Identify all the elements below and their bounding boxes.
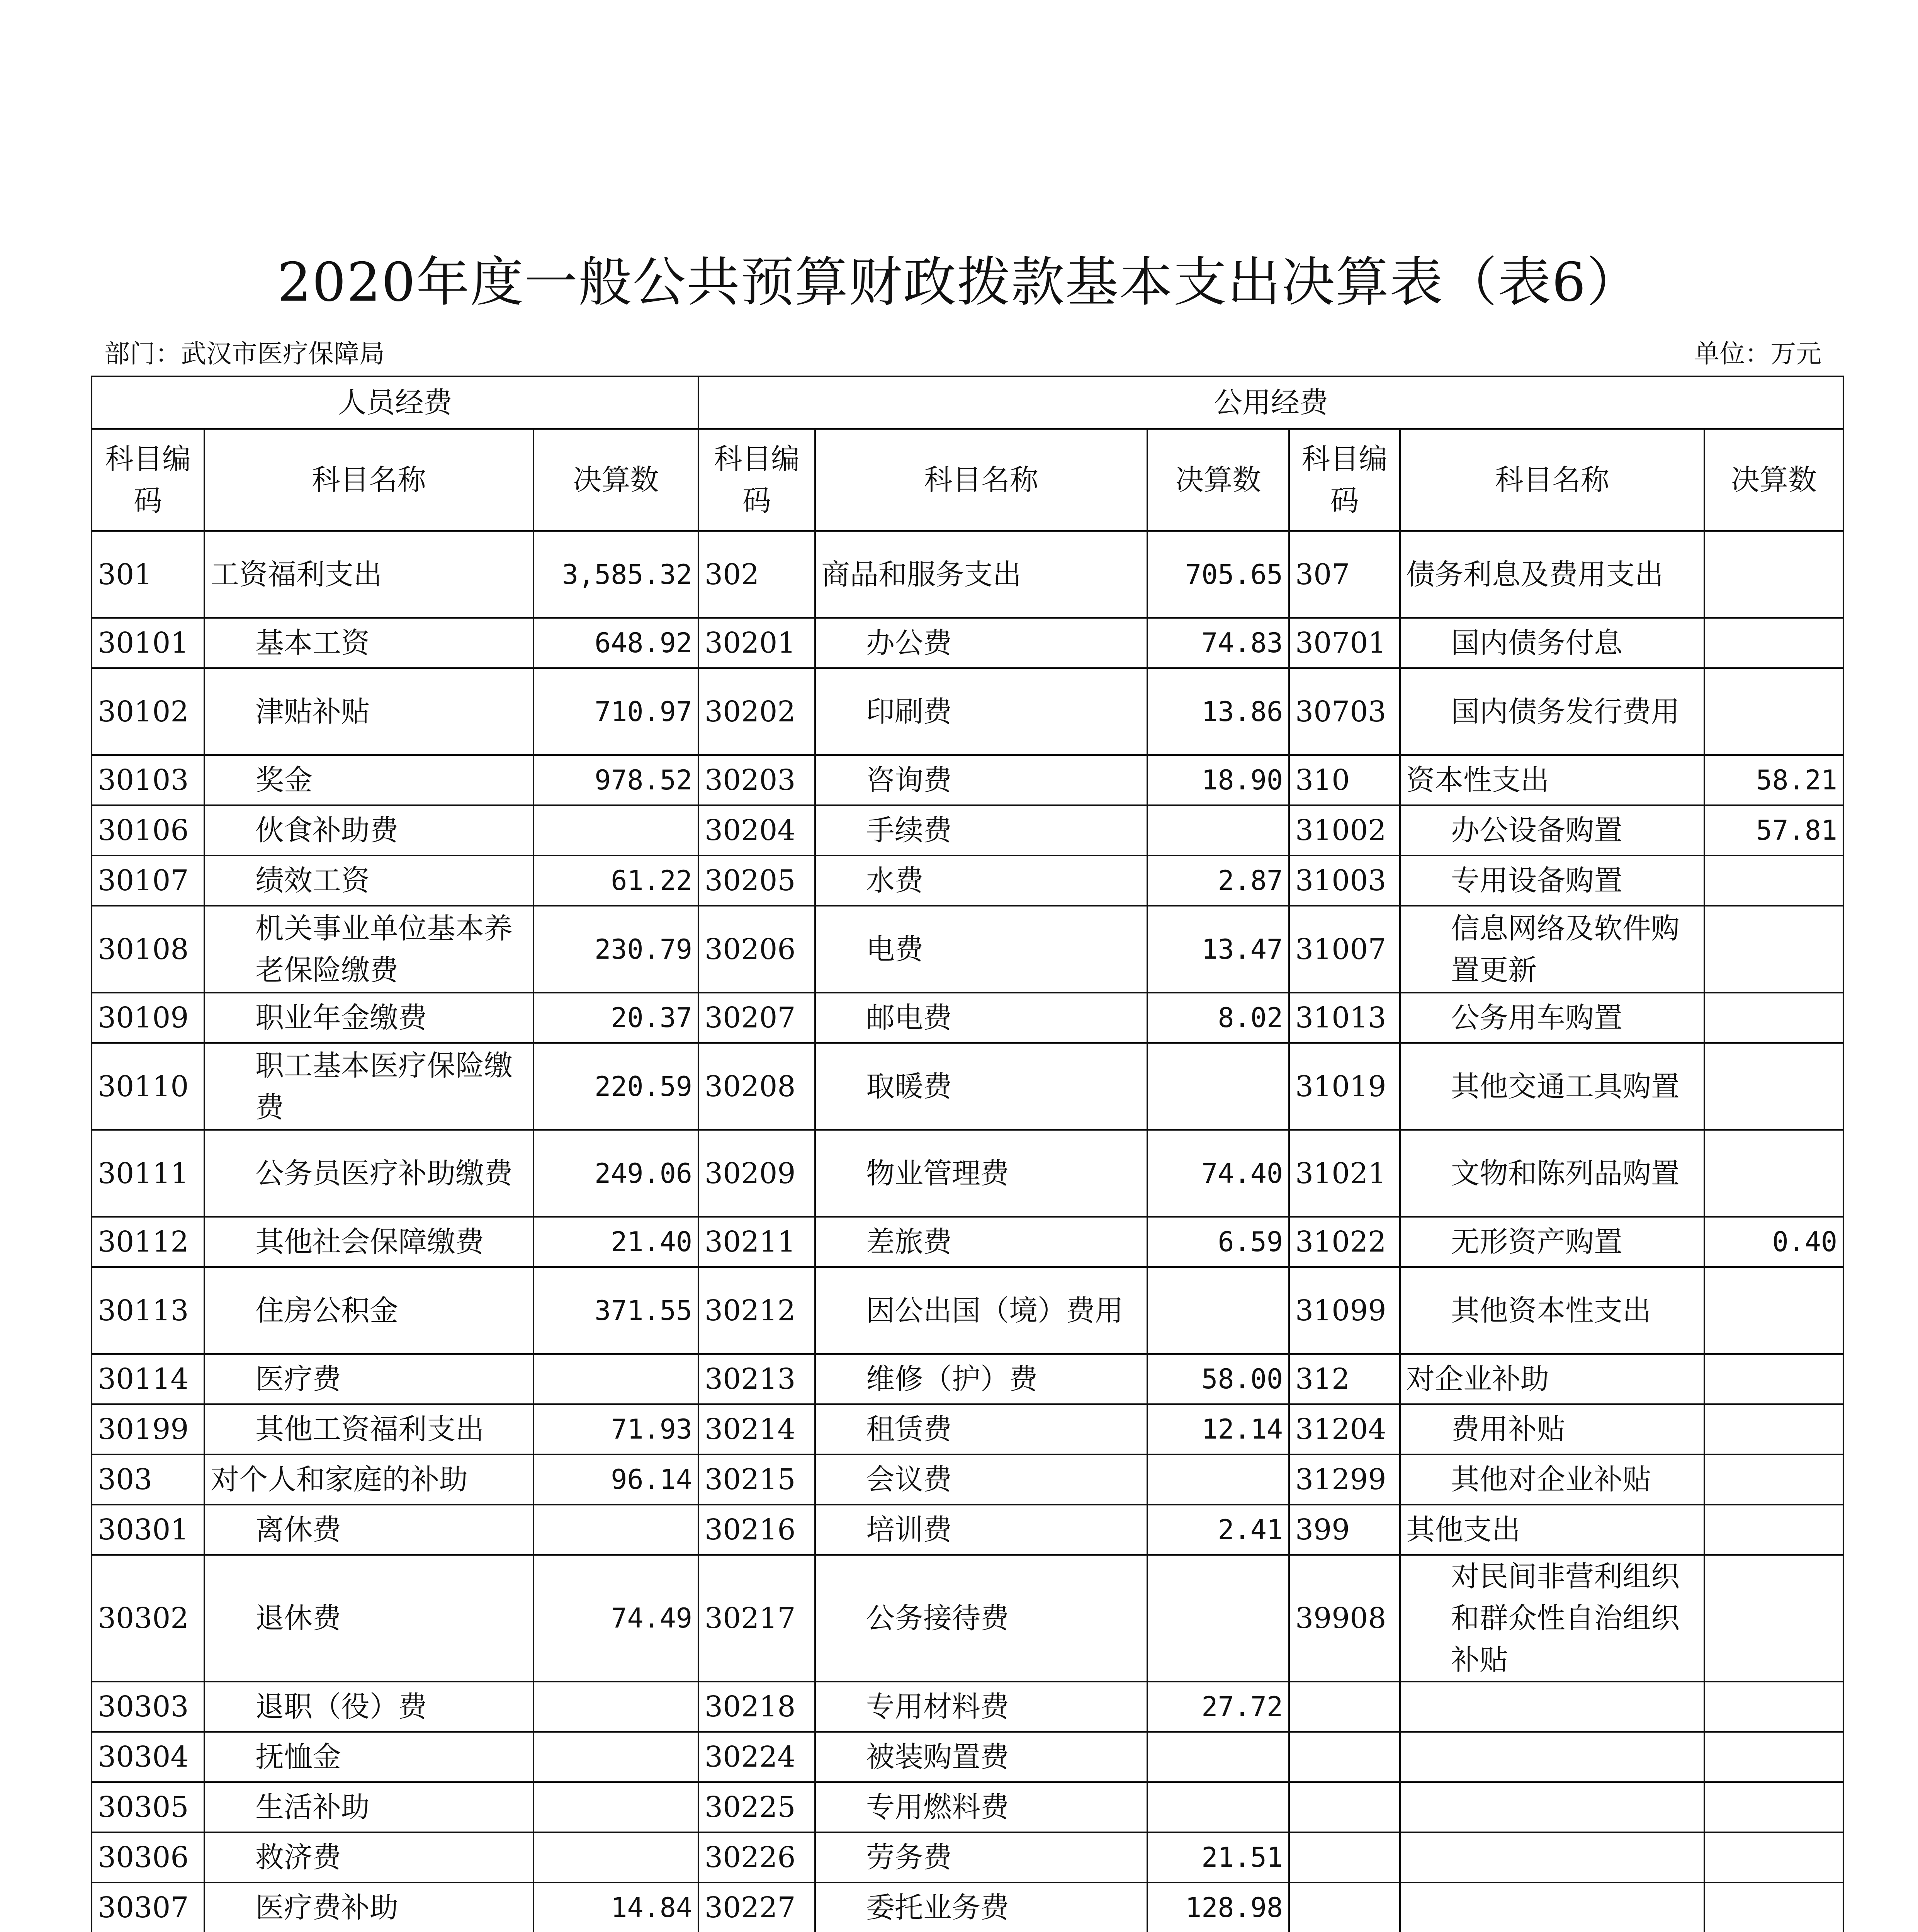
subject-name-cell: 其他资本性支出 — [1400, 1267, 1704, 1354]
subject-name-cell: 工资福利支出 — [204, 531, 533, 618]
code-header: 科目编码 — [1289, 429, 1400, 531]
subject-name-cell: 国内债务发行费用 — [1400, 668, 1704, 755]
subject-name-cell: 物业管理费 — [815, 1130, 1147, 1217]
subject-code-cell: 30212 — [698, 1267, 815, 1354]
subject-name-cell: 会议费 — [815, 1454, 1147, 1505]
table-row — [92, 755, 1843, 805]
subject-name-cell: 退职（役）费 — [204, 1682, 533, 1732]
amount-cell — [1704, 993, 1843, 1043]
code-header: 科目编码 — [92, 429, 204, 531]
subject-name-cell: 差旅费 — [815, 1217, 1147, 1267]
table-row — [92, 1217, 1843, 1267]
amount-cell — [1704, 1732, 1843, 1782]
subject-name-cell: 专用燃料费 — [815, 1782, 1147, 1832]
subject-name-cell: 手续费 — [815, 805, 1147, 855]
amount-cell: 128.98 — [1147, 1883, 1289, 1932]
amount-cell — [1704, 1682, 1843, 1732]
amount-cell — [1147, 805, 1289, 855]
amount-cell — [1704, 1267, 1843, 1354]
amount-cell — [1704, 1404, 1843, 1454]
subject-name-cell: 其他工资福利支出 — [204, 1404, 533, 1454]
amount-cell — [533, 1354, 698, 1404]
amount-cell — [1704, 1782, 1843, 1832]
table-row — [92, 1043, 1843, 1130]
subject-code-cell: 30214 — [698, 1404, 815, 1454]
subject-code-cell: 30216 — [698, 1505, 815, 1555]
amount-cell — [533, 1505, 698, 1555]
amount-cell: 6.59 — [1147, 1217, 1289, 1267]
subject-code-cell: 30111 — [92, 1130, 204, 1217]
subject-code-cell — [1289, 1832, 1400, 1883]
subject-name-cell: 对企业补助 — [1400, 1354, 1704, 1404]
subject-name-cell: 国内债务付息 — [1400, 618, 1704, 668]
amount-cell — [1704, 906, 1843, 993]
subject-code-cell — [1289, 1682, 1400, 1732]
table-row — [92, 1354, 1843, 1404]
subject-code-cell: 31003 — [1289, 855, 1400, 906]
subject-name-cell: 办公费 — [815, 618, 1147, 668]
amount-cell: 21.51 — [1147, 1832, 1289, 1883]
amount-cell: 648.92 — [533, 618, 698, 668]
subject-code-cell: 30218 — [698, 1682, 815, 1732]
table-row — [92, 1782, 1843, 1832]
amount-cell — [1147, 1732, 1289, 1782]
name-header: 科目名称 — [815, 429, 1147, 531]
amount-cell — [1704, 1130, 1843, 1217]
subject-name-cell: 职业年金缴费 — [204, 993, 533, 1043]
table-row — [92, 1404, 1843, 1454]
amount-cell: 57.81 — [1704, 805, 1843, 855]
subject-code-cell: 30208 — [698, 1043, 815, 1130]
subject-name-cell: 津贴补贴 — [204, 668, 533, 755]
subject-code-cell: 30703 — [1289, 668, 1400, 755]
subject-name-cell — [1400, 1732, 1704, 1782]
subject-code-cell: 30112 — [92, 1217, 204, 1267]
subject-code-cell: 30110 — [92, 1043, 204, 1130]
amount-cell: 3,585.32 — [533, 531, 698, 618]
subject-name-cell: 费用补贴 — [1400, 1404, 1704, 1454]
subject-code-cell: 303 — [92, 1454, 204, 1505]
subject-code-cell: 312 — [1289, 1354, 1400, 1404]
subject-code-cell: 31002 — [1289, 805, 1400, 855]
amount-cell: 18.90 — [1147, 755, 1289, 805]
subject-name-cell: 基本工资 — [204, 618, 533, 668]
subject-code-cell: 30213 — [698, 1354, 815, 1404]
personnel-header: 人员经费 — [92, 376, 698, 429]
amount-cell — [1147, 1555, 1289, 1682]
subject-code-cell: 30227 — [698, 1883, 815, 1932]
subject-name-cell: 信息网络及软件购置更新 — [1400, 906, 1704, 993]
name-header: 科目名称 — [204, 429, 533, 531]
subject-name-cell: 咨询费 — [815, 755, 1147, 805]
subject-name-cell: 培训费 — [815, 1505, 1147, 1555]
table-row — [92, 1454, 1843, 1505]
amount-cell — [1704, 1354, 1843, 1404]
subject-code-cell: 30301 — [92, 1505, 204, 1555]
subject-name-cell: 伙食补助费 — [204, 805, 533, 855]
subject-code-cell: 310 — [1289, 755, 1400, 805]
amount-cell: 8.02 — [1147, 993, 1289, 1043]
subject-name-cell: 专用材料费 — [815, 1682, 1147, 1732]
amount-header: 决算数 — [533, 429, 698, 531]
subject-code-cell — [1289, 1883, 1400, 1932]
subject-code-cell: 30201 — [698, 618, 815, 668]
subject-code-cell: 30307 — [92, 1883, 204, 1932]
amount-cell: 27.72 — [1147, 1682, 1289, 1732]
table-row — [92, 855, 1843, 906]
subject-code-cell: 30114 — [92, 1354, 204, 1404]
subject-code-cell: 30102 — [92, 668, 204, 755]
amount-cell — [533, 1832, 698, 1883]
subject-name-cell: 绩效工资 — [204, 855, 533, 906]
subject-name-cell: 租赁费 — [815, 1404, 1147, 1454]
subject-name-cell: 无形资产购置 — [1400, 1217, 1704, 1267]
subject-code-cell: 31099 — [1289, 1267, 1400, 1354]
amount-cell — [533, 1782, 698, 1832]
amount-cell: 21.40 — [533, 1217, 698, 1267]
amount-cell — [1704, 668, 1843, 755]
subject-code-cell: 30205 — [698, 855, 815, 906]
subject-code-cell: 30206 — [698, 906, 815, 993]
subject-name-cell: 退休费 — [204, 1555, 533, 1682]
subject-name-cell: 抚恤金 — [204, 1732, 533, 1782]
subject-name-cell: 奖金 — [204, 755, 533, 805]
subject-name-cell — [1400, 1782, 1704, 1832]
subject-name-cell: 救济费 — [204, 1832, 533, 1883]
unit-label: 单位：万元 — [1694, 339, 1821, 369]
subject-name-cell: 离休费 — [204, 1505, 533, 1555]
subject-code-cell: 30109 — [92, 993, 204, 1043]
subject-name-cell: 邮电费 — [815, 993, 1147, 1043]
subject-code-cell: 30211 — [698, 1217, 815, 1267]
amount-cell — [1147, 1782, 1289, 1832]
amount-cell — [1704, 1505, 1843, 1555]
subject-code-cell: 30217 — [698, 1555, 815, 1682]
subject-code-cell: 30302 — [92, 1555, 204, 1682]
amount-cell: 230.79 — [533, 906, 698, 993]
column-header-row — [92, 429, 1843, 531]
table-row — [92, 1883, 1843, 1932]
amount-cell: 12.14 — [1147, 1404, 1289, 1454]
amount-cell: 710.97 — [533, 668, 698, 755]
subject-name-cell: 劳务费 — [815, 1832, 1147, 1883]
subject-code-cell: 30106 — [92, 805, 204, 855]
table-row — [92, 805, 1843, 855]
subject-code-cell: 30203 — [698, 755, 815, 805]
table-row — [92, 1505, 1843, 1555]
subject-code-cell: 31021 — [1289, 1130, 1400, 1217]
table-row — [92, 1267, 1843, 1354]
subject-code-cell: 30225 — [698, 1782, 815, 1832]
subject-name-cell: 专用设备购置 — [1400, 855, 1704, 906]
subject-code-cell: 30305 — [92, 1782, 204, 1832]
subject-code-cell: 30103 — [92, 755, 204, 805]
table-row — [92, 1732, 1843, 1782]
subject-name-cell: 公务接待费 — [815, 1555, 1147, 1682]
amount-cell: 13.47 — [1147, 906, 1289, 993]
amount-cell: 74.83 — [1147, 618, 1289, 668]
code-header: 科目编码 — [698, 429, 815, 531]
amount-cell — [1704, 1454, 1843, 1505]
amount-cell — [533, 805, 698, 855]
amount-cell — [1704, 855, 1843, 906]
amount-cell — [1704, 1832, 1843, 1883]
subject-name-cell: 医疗费 — [204, 1354, 533, 1404]
subject-code-cell: 30107 — [92, 855, 204, 906]
subject-code-cell: 31013 — [1289, 993, 1400, 1043]
subject-name-cell: 医疗费补助 — [204, 1883, 533, 1932]
amount-cell — [1147, 1043, 1289, 1130]
amount-cell: 978.52 — [533, 755, 698, 805]
amount-cell: 371.55 — [533, 1267, 698, 1354]
subject-name-cell: 取暖费 — [815, 1043, 1147, 1130]
page-title: 2020年度一般公共预算财政拨款基本支出决算表（表6） — [277, 251, 1641, 313]
subject-name-cell: 其他社会保障缴费 — [204, 1217, 533, 1267]
amount-cell — [1704, 618, 1843, 668]
subject-name-cell: 水费 — [815, 855, 1147, 906]
subject-name-cell: 职工基本医疗保险缴费 — [204, 1043, 533, 1130]
table-row — [92, 993, 1843, 1043]
amount-cell — [1704, 1043, 1843, 1130]
subject-code-cell: 307 — [1289, 531, 1400, 618]
subject-code-cell: 30101 — [92, 618, 204, 668]
amount-cell — [1147, 1454, 1289, 1505]
subject-code-cell: 30215 — [698, 1454, 815, 1505]
subject-code-cell: 30701 — [1289, 618, 1400, 668]
subject-name-cell: 资本性支出 — [1400, 755, 1704, 805]
amount-cell: 249.06 — [533, 1130, 698, 1217]
expenditure-table — [91, 376, 1844, 1932]
subject-name-cell: 其他支出 — [1400, 1505, 1704, 1555]
subject-name-cell: 被装购置费 — [815, 1732, 1147, 1782]
subject-code-cell: 399 — [1289, 1505, 1400, 1555]
subject-code-cell: 31019 — [1289, 1043, 1400, 1130]
subject-name-cell: 公务用车购置 — [1400, 993, 1704, 1043]
amount-cell: 2.41 — [1147, 1505, 1289, 1555]
subject-code-cell: 30108 — [92, 906, 204, 993]
subject-code-cell: 30303 — [92, 1682, 204, 1732]
subject-name-cell: 对个人和家庭的补助 — [204, 1454, 533, 1505]
amount-cell — [533, 1682, 698, 1732]
subject-name-cell: 生活补助 — [204, 1782, 533, 1832]
amount-cell — [1704, 1883, 1843, 1932]
subject-name-cell: 商品和服务支出 — [815, 531, 1147, 618]
table-row — [92, 1832, 1843, 1883]
table-row — [92, 618, 1843, 668]
amount-cell: 705.65 — [1147, 531, 1289, 618]
subject-name-cell: 住房公积金 — [204, 1267, 533, 1354]
subject-code-cell: 31299 — [1289, 1454, 1400, 1505]
amount-header: 决算数 — [1147, 429, 1289, 531]
subject-name-cell: 印刷费 — [815, 668, 1147, 755]
subject-name-cell: 机关事业单位基本养老保险缴费 — [204, 906, 533, 993]
subject-code-cell: 30226 — [698, 1832, 815, 1883]
subject-code-cell: 39908 — [1289, 1555, 1400, 1682]
subject-code-cell: 31204 — [1289, 1404, 1400, 1454]
subject-code-cell: 301 — [92, 531, 204, 618]
subject-code-cell: 31007 — [1289, 906, 1400, 993]
subject-code-cell: 30306 — [92, 1832, 204, 1883]
amount-cell: 0.40 — [1704, 1217, 1843, 1267]
subject-code-cell: 30204 — [698, 805, 815, 855]
subject-code-cell: 30207 — [698, 993, 815, 1043]
subject-name-cell: 债务利息及费用支出 — [1400, 531, 1704, 618]
table-row — [92, 1130, 1843, 1217]
subject-code-cell: 30202 — [698, 668, 815, 755]
subject-name-cell: 电费 — [815, 906, 1147, 993]
amount-header: 决算数 — [1704, 429, 1843, 531]
name-header: 科目名称 — [1400, 429, 1704, 531]
group-header-row — [92, 376, 1843, 429]
amount-cell: 58.00 — [1147, 1354, 1289, 1404]
table-row — [92, 668, 1843, 755]
amount-cell: 71.93 — [533, 1404, 698, 1454]
table-row — [92, 1682, 1843, 1732]
amount-cell — [533, 1732, 698, 1782]
subject-name-cell: 公务员医疗补助缴费 — [204, 1130, 533, 1217]
subject-code-cell — [1289, 1732, 1400, 1782]
subject-name-cell: 因公出国（境）费用 — [815, 1267, 1147, 1354]
subject-code-cell: 30199 — [92, 1404, 204, 1454]
subject-name-cell: 委托业务费 — [815, 1883, 1147, 1932]
subject-name-cell: 办公设备购置 — [1400, 805, 1704, 855]
department-label: 部门：武汉市医疗保障局 — [104, 339, 385, 369]
amount-cell: 13.86 — [1147, 668, 1289, 755]
public-header: 公用经费 — [698, 376, 1843, 429]
subject-name-cell: 对民间非营利组织和群众性自治组织补贴 — [1400, 1555, 1704, 1682]
subject-name-cell: 其他交通工具购置 — [1400, 1043, 1704, 1130]
amount-cell — [1147, 1267, 1289, 1354]
subject-name-cell — [1400, 1883, 1704, 1932]
amount-cell — [1704, 531, 1843, 618]
subject-code-cell: 31022 — [1289, 1217, 1400, 1267]
amount-cell: 220.59 — [533, 1043, 698, 1130]
amount-cell: 58.21 — [1704, 755, 1843, 805]
amount-cell: 14.84 — [533, 1883, 698, 1932]
amount-cell: 2.87 — [1147, 855, 1289, 906]
subject-code-cell — [1289, 1782, 1400, 1832]
table-row — [92, 906, 1843, 993]
amount-cell: 74.40 — [1147, 1130, 1289, 1217]
table-row — [92, 531, 1843, 618]
subject-code-cell: 30209 — [698, 1130, 815, 1217]
subject-name-cell: 其他对企业补贴 — [1400, 1454, 1704, 1505]
subject-name-cell: 维修（护）费 — [815, 1354, 1147, 1404]
subject-code-cell: 302 — [698, 531, 815, 618]
amount-cell: 74.49 — [533, 1555, 698, 1682]
amount-cell: 61.22 — [533, 855, 698, 906]
subject-code-cell: 30113 — [92, 1267, 204, 1354]
amount-cell — [1704, 1555, 1843, 1682]
subject-name-cell — [1400, 1832, 1704, 1883]
subject-name-cell: 文物和陈列品购置 — [1400, 1130, 1704, 1217]
amount-cell: 20.37 — [533, 993, 698, 1043]
amount-cell: 96.14 — [533, 1454, 698, 1505]
table-row — [92, 1555, 1843, 1682]
subject-code-cell: 30304 — [92, 1732, 204, 1782]
subject-code-cell: 30224 — [698, 1732, 815, 1782]
subject-name-cell — [1400, 1682, 1704, 1732]
